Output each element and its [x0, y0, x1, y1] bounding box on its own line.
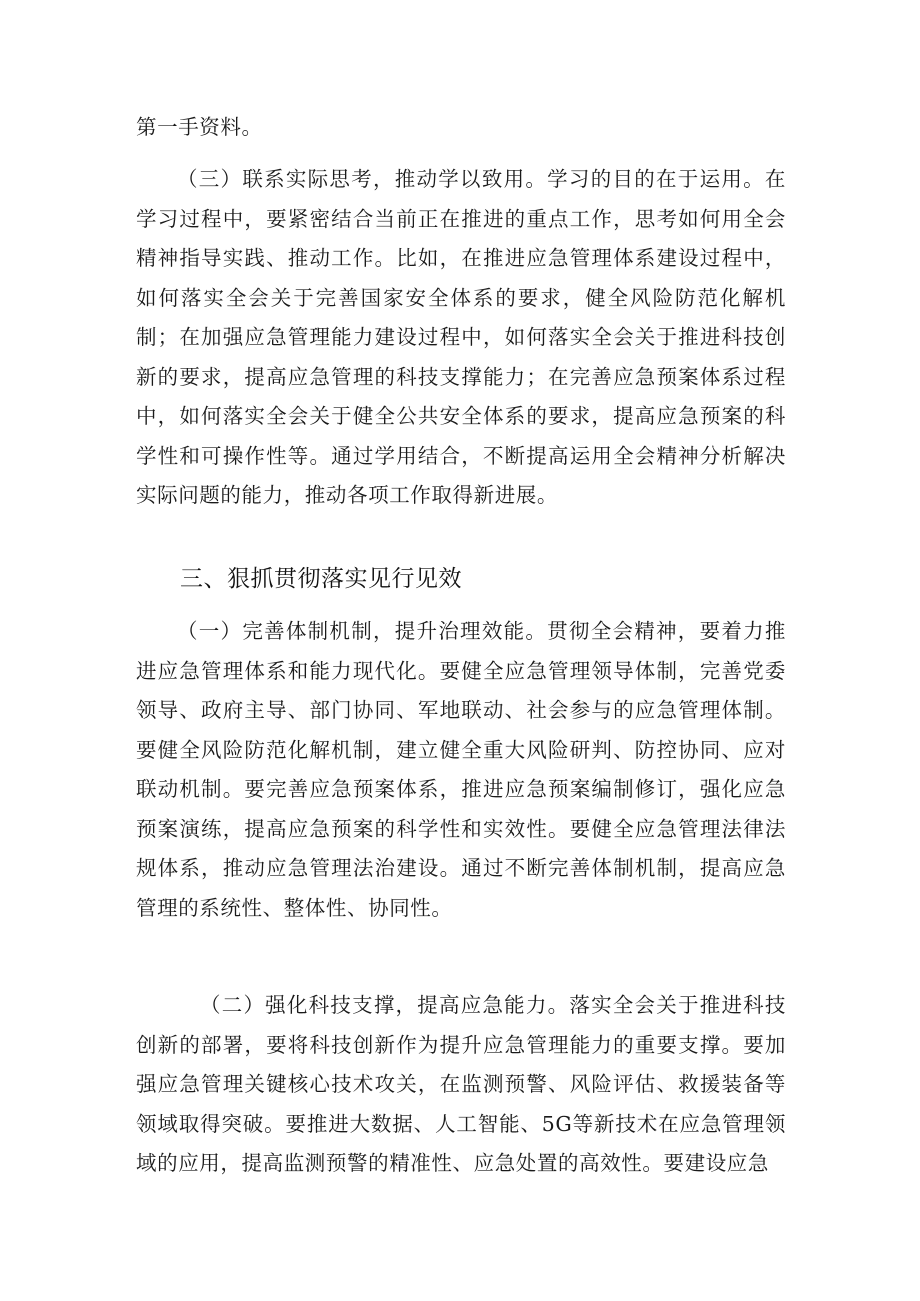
section-heading: 三、狠抓贯彻落实见行见效	[180, 566, 462, 592]
paragraph-apply-learning: （三）联系实际思考，推动学以致用。学习的目的在于运用。在学习过程中，要紧密结合当前正在推进的重点工作，思考如何用全会精神指导实践、推动工作。比如，在推进应急管理体系建设过程中，如何落实全会关于完善国家安全体系的要求，健全风险防范化解机制；在加强应急管理能力建设过程中，如何落实全会关于推进科技创新的要求，提高应急管理的科技支撑能力；在完善应急预案体系过程中，如何落实全会关于健全公共安全体系的要求，提高应急预案的科学性和可操作性等。通过学用结合，不断提高运用全会精神分析解决实际问题的能力，推动各项工作取得新进展。	[136, 167, 786, 507]
paragraph-improve-mechanisms: （一）完善体制机制，提升治理效能。贯彻全会精神，要着力推进应急管理体系和能力现代化。要健全应急管理领导体制，完善党委领导、政府主导、部门协同、军地联动、社会参与的应急管理体制。要健全风险防范化解机制，建立健全重大风险研判、防控协同、应对联动机制。要完善应急预案体系，推进应急预案编制修订，强化应急预案演练，提高应急预案的科学性和实效性。要健全应急管理法律法规体系，推动应急管理法治建设。通过不断完善体制机制，提高应急管理的系统性、整体性、协同性。	[136, 619, 786, 920]
paragraph-tech-support: （二）强化科技支撑，提高应急能力。落实全会关于推进科技创新的部署，要将科技创新作为提升应急管理能力的重要支撑。要加强应急管理关键核心技术攻关，在监测预警、风险评估、救援装备等领域取得突破。要推进大数据、人工智能、5G等新技术在应急管理领域的应用，提高监测预警的精准性、应急处置的高效性。要建设应急	[136, 993, 786, 1175]
paragraph-continuation: 第一手资料。	[136, 115, 263, 139]
